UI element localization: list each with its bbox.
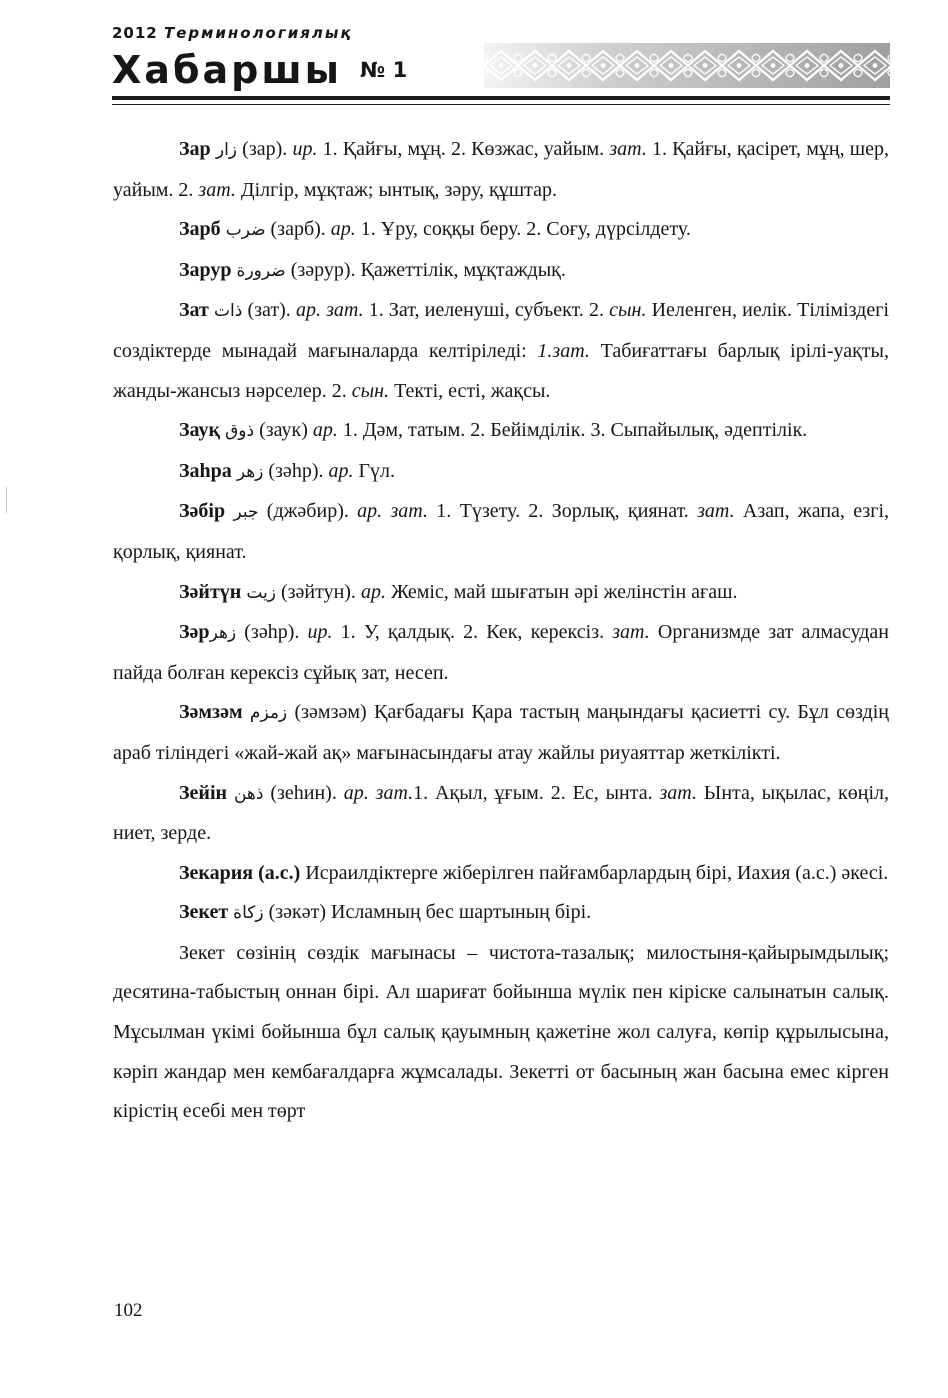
page-number: 102 [114, 1300, 143, 1321]
grammar-abbreviation: сын. [351, 379, 390, 402]
entry-text: Текті, есті, жақсы. [389, 379, 551, 402]
entry-text: 1. Ұру, соққы беру. 2. Соғу, дүрсілдету. [355, 218, 691, 241]
entry-text: Исраилдіктерге жіберілген пайғамбарлардың бірі, Иахия (а.с.) әкесі. [300, 861, 889, 884]
entry-text: (зәмзәм) Қағбадағы Қара тастың маңындағы қасиетті су. Бұл сөздің араб тіліндегі «жай-жай ақ» мағынасындағы атау жайлы риуаяттар жеткілікті. [113, 701, 890, 764]
entry-text: Зекет сөзінің сөздік мағынасы – чистота-тазалық; милостыня-қайырымдылық; десятина-табыстың оннан бірі. Ал шариғат бойынша мүлік пен кіріске салынатын салық. Мұсылман үкімі бойынша бұл салық қауымның қажетіне жол салуға, көпір құрылысына, кәріп жандар мен кембағалдарға жұмсалады. Зекетті от басының жан басына емес кірген кірістің есебі мен төрт [113, 941, 889, 1123]
dictionary-entries [113, 130, 889, 1132]
arabic-spelling: زكاة [233, 903, 264, 924]
dictionary-entry [113, 411, 889, 452]
grammar-abbreviation: ар. [360, 580, 386, 603]
journal-header [112, 22, 890, 112]
headword: Зейін [179, 781, 228, 804]
arabic-spelling: زهر [236, 461, 264, 482]
grammar-abbreviation: зат. [612, 621, 650, 644]
entry-text: Азап, жапа, езгі, қорлық, қиянат. [113, 500, 890, 563]
grammar-abbreviation: ар. зат. [295, 299, 364, 322]
entry-text: Иеленген, иелік. Тіліміздегі создіктерде мынадай мағыналарда келтіріледі: [113, 299, 889, 362]
header-journal-name: Хабаршы [112, 48, 343, 92]
grammar-abbreviation: зат. [697, 500, 735, 523]
header-issue-number: № 1 [360, 58, 408, 82]
dictionary-entry [113, 452, 889, 493]
entry-text: (зәйтун). [275, 580, 361, 603]
grammar-abbreviation: зат. [609, 138, 647, 160]
headword: Зарб [179, 218, 221, 241]
headword: Зәйтүн [179, 580, 242, 603]
entry-text: 1. Қайғы, қасірет, мұң, шер, уайым. 2. [113, 138, 890, 201]
arabic-spelling: جبر [233, 502, 259, 523]
entry-text: (зат). [242, 299, 296, 322]
scan-artifact [6, 487, 7, 513]
header-top-line [112, 24, 353, 42]
arabic-spelling: زهر [209, 623, 237, 644]
entry-text: Организмде зат алмасудан пайда болған керексіз сұйық зат, несеп. [113, 621, 889, 684]
arabic-spelling: ذهن [233, 783, 264, 804]
header-ornament [484, 43, 890, 88]
entry-text: 1. Ақыл, ұғым. 2. Ес, ынта. [413, 781, 660, 804]
entry-text [227, 782, 234, 804]
grammar-abbreviation: ар. [330, 218, 356, 241]
header-rule-thick [112, 96, 890, 100]
header-year: 2012 [112, 24, 158, 42]
dictionary-entry [113, 774, 889, 854]
arabic-spelling: زيت [246, 582, 276, 603]
entry-text [243, 701, 250, 723]
headword: Заhра [179, 459, 232, 482]
arabic-spelling: ذات [214, 301, 243, 322]
entry-text: (зәhр). [263, 459, 329, 482]
dictionary-entry [113, 573, 889, 614]
header-rule-thin [112, 104, 890, 105]
grammar-abbreviation: ар. [312, 419, 338, 442]
entry-text: (зарб). [265, 218, 331, 241]
dictionary-entry [113, 291, 889, 411]
dictionary-entry [113, 251, 889, 292]
arabic-spelling: زمزم [249, 703, 288, 724]
headword: Зар [179, 138, 211, 160]
headword: Зәмзәм [179, 701, 243, 724]
entry-text: 1. Түзету. 2. Зорлық, қиянат. [427, 500, 698, 523]
grammar-abbreviation: ар. зат. [357, 500, 428, 523]
grammar-abbreviation: зат. [198, 178, 236, 201]
headword: Зарур [179, 258, 232, 281]
headword: Зәр [179, 621, 210, 644]
entry-text: (джәбир). [258, 500, 358, 523]
entry-text: (зәhр). [236, 621, 308, 644]
entry-text: Гүл. [353, 459, 396, 482]
entry-text: (зәкәт) Исламның бес шартының бірі. [263, 901, 592, 924]
arabic-spelling: زار [215, 140, 238, 160]
entry-text: (заук) [254, 419, 313, 442]
dictionary-entry [113, 613, 889, 693]
headword: Зауқ [179, 419, 221, 442]
grammar-abbreviation: ир. [292, 138, 318, 160]
entry-text: 1. Дәм, татым. 2. Бейімділік. 3. Сыпайылық, әдептілік. [337, 419, 808, 442]
arabic-spelling: ضرورة [236, 260, 286, 281]
dictionary-entry [113, 130, 889, 210]
entry-text: Табиғаттағы барлық ірілі-уақты, жанды-жансыз нәрселер. 2. [113, 339, 889, 402]
ornament-pattern [484, 43, 890, 88]
headword: Зекария (а.с.) [179, 861, 301, 884]
dictionary-entry [113, 934, 889, 1132]
grammar-abbreviation: зат. [659, 781, 697, 804]
grammar-abbreviation: ар. [328, 459, 354, 482]
dictionary-entry [113, 854, 889, 894]
header-title-line [112, 48, 407, 92]
header-series-title: Терминологиялық [163, 24, 353, 42]
entry-text: (зеhин). [263, 781, 344, 804]
arabic-spelling: ذوق [225, 421, 255, 442]
headword: Зәбір [179, 500, 226, 523]
entry-text: 1. Зат, иеленуші, субъект. 2. [363, 299, 610, 322]
entry-text: Жеміс, май шығатын әрі желінстін ағаш. [385, 580, 738, 603]
entry-text: (зар). [237, 138, 293, 160]
headword: Зекет [179, 901, 229, 924]
arabic-spelling: ضرب [225, 220, 266, 241]
dictionary-entry [113, 893, 889, 934]
entry-text: Ынта, ықылас, көңіл, ниет, зерде. [113, 781, 889, 845]
dictionary-entry [113, 210, 889, 251]
dictionary-entry [113, 492, 889, 572]
grammar-abbreviation: 1.зат. [537, 339, 590, 362]
entry-text: 1. Қайғы, мұң. 2. Көзжас, уайым. [317, 138, 610, 160]
grammar-abbreviation: ир. [307, 621, 333, 644]
headword: Зат [179, 299, 209, 322]
entry-text: 1. У, қалдық. 2. Кек, керексіз. [332, 621, 613, 644]
grammar-abbreviation: сын. [609, 299, 647, 322]
grammar-abbreviation: ар. зат. [343, 781, 414, 804]
dictionary-entry [113, 693, 889, 773]
entry-text: (зәрур). Қажеттілік, мұқтаждық. [285, 258, 566, 281]
entry-text: Ділгір, мұқтаж; ынтық, зәру, құштар. [235, 178, 557, 201]
